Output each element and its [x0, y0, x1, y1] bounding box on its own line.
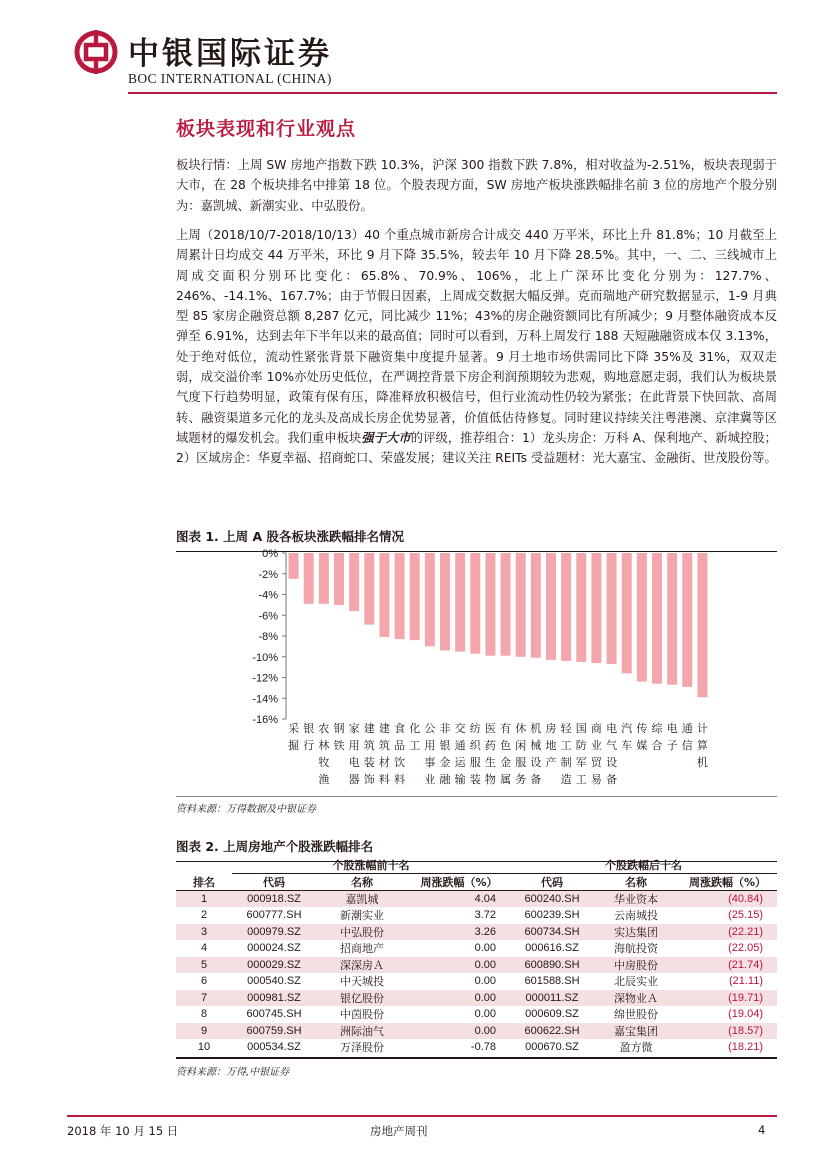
table-row: 5 000029.SZ 深深房Ａ 0.00 600890.SH 中房股份 (21.74) [176, 957, 777, 974]
paragraph-text: 上周（2018/10/7-2018/10/13）40 个重点城市新房合计成交 440 万平米，环比上升 81.8%；10 月截至上周累计日均成交 44 万平米，环比 9 月下降 35.5%，较去年 10 月下降 28.5%。其中，一、二、三线城市上周成交面积分别环比变化：65.8%、70.9%、106%，北上广深环比变化分别为：127.7%、246%、-14.1%、167.7%；由于节假日因素，上周成交数据大幅反弹。克而瑞地产研究数据显示，1-9 月典型 85 家房企融资总额 8,287 亿元，同比减少 11%；43%的房企融资额同比有所减少；9 月整体融资成本反弹至 6.91%，达到去年下半年以来的最高值；同时可以看到，万科上周发行 188 天短融融资成本仅 3.13%，处于绝对低位，流动性紧张背景下融资集中度提升显著。9 月土地市场供需同比下降 35%及 31%，双双走弱，成交溢价率 10%亦处历史低位，在严调控背景下房企利润预期较为悲观，购地意愿走弱，我们认为板块景气度下行趋势明显，政策有保有压，降准释放积极信号，但行业流动性仍较为紧张；在此背景下快回款、高周转、融资渠道多元化的龙头及高成长房企优势显著，价值低估待修复。同时建议持续关注粤港澳、京津冀等区域题材的爆发机会。我们重申板块 [176, 228, 777, 445]
col-header-change: 周涨跌幅（%） [678, 874, 777, 891]
footer-publication: 房地产周刊 [370, 1124, 428, 1138]
bar [410, 553, 420, 640]
y-tick-label: -4% [258, 589, 278, 602]
bar [485, 553, 495, 656]
rating-emphasis: 强于大市 [361, 430, 411, 445]
bar [607, 553, 617, 664]
table-row: 2 600777.SH 新潮实业 3.72 600239.SH 云南城投 (25.15) [200, 909, 763, 923]
table-row: 9 600759.SH 洲际油气 0.00 600622.SH 嘉宝集团 (18.57) [176, 1023, 777, 1040]
x-tick-label: 机械设备 [530, 722, 542, 786]
bar [637, 553, 647, 682]
bar [455, 553, 465, 652]
y-tick-label: 0% [262, 548, 278, 560]
bar [334, 553, 344, 605]
table-row: 1 000918.SZ 嘉凯城 4.04 600240.SH 华业资本 (40.84) [176, 891, 777, 908]
table-row: 10 000534.SZ 万泽股份 -0.78 000670.SZ 盈方微 (18.21) [197, 1041, 763, 1055]
figure1-source: 资料来源：万得数据及中银证券 [176, 804, 316, 815]
x-tick-label: 建筑装饰 [363, 722, 375, 786]
x-tick-label: 非银金融 [439, 722, 451, 786]
x-tick-label: 综合 [651, 722, 663, 752]
group-header-top10: 个股涨幅前十名 [232, 857, 510, 874]
x-tick-label: 通信 [681, 722, 693, 752]
bar [379, 553, 389, 637]
boc-logo-icon [74, 30, 118, 74]
col-header-rank: 排名 [176, 874, 232, 891]
x-tick-label: 电气设备 [606, 722, 618, 786]
paragraph-sector-performance: 板块行情：上周 SW 房地产指数下跌 10.3%，沪深 300 指数下跌 7.8%，相对收益为-2.51%，板块表现弱于大市，在 28 个板块排名中排第 18 位。个股表现方面，SW 房地产板块涨跌幅排名前 3 位的房地产个股分别为：嘉凯城、新潮实业、中弘股份。 [176, 158, 777, 213]
y-tick-label: -8% [258, 631, 278, 643]
table-row: 6 000540.SZ 中天城投 0.00 601588.SH 北辰实业 (21.11) [200, 975, 763, 989]
footer-divider [67, 1115, 777, 1117]
col-header-code: 代码 [232, 874, 316, 891]
x-tick-label: 银行 [303, 722, 315, 752]
table-row: 4 000024.SZ 招商地产 0.00 000616.SZ 海航投资 (22.05) [200, 942, 763, 956]
figure1-title: 图表 1. 上周 A 股各板块涨跌幅排名情况 [176, 527, 777, 552]
paragraph-text: 的评级，推荐组合：1）龙头房企：万科 A、保利地产、新城控股；2）区域房企：华夏幸福、招商蛇口、荣盛发展；建议关注 REITs 受益题材：光大嘉宝、金融街、世茂股份等。 [176, 430, 777, 466]
stock-ranking-table [176, 857, 777, 1056]
figure2-source: 资料来源：万得,中银证券 [176, 1067, 290, 1078]
x-tick-label: 食品饮料 [394, 722, 406, 786]
y-tick-label: -16% [252, 714, 278, 726]
bar [561, 553, 571, 661]
bar [531, 553, 541, 658]
x-tick-label: 采掘 [288, 722, 300, 752]
x-tick-label: 交通运输 [454, 722, 466, 786]
bar [319, 553, 329, 604]
bar [591, 553, 601, 663]
table-bottom-rule [176, 1057, 777, 1059]
group-header-bottom10: 个股跌幅后十名 [510, 857, 777, 874]
bar [470, 553, 480, 654]
bar [440, 553, 450, 651]
x-tick-label: 房地产 [545, 722, 557, 769]
bar [667, 553, 677, 685]
header-divider [128, 92, 777, 94]
table-row: 3 000979.SZ 中弘股份 3.26 600734.SH 实达集团 (22.21) [176, 924, 777, 941]
brand-name-en: BOC INTERNATIONAL (CHINA) [128, 71, 332, 86]
col-header-code: 代码 [510, 874, 594, 891]
bar [576, 553, 586, 662]
x-tick-label: 化工 [409, 722, 421, 752]
bar [546, 553, 556, 660]
bar [697, 553, 707, 697]
bar [516, 553, 526, 657]
bar [622, 553, 632, 673]
footer-page-number: 4 [758, 1123, 766, 1137]
y-tick-label: -6% [258, 610, 278, 623]
x-tick-label: 轻工制造 [560, 722, 572, 786]
bar [364, 553, 374, 625]
bar [395, 553, 405, 639]
x-tick-label: 建筑材料 [378, 722, 390, 786]
section-title: 板块表现和行业观点 [176, 118, 357, 140]
figure1-source-divider [176, 796, 777, 797]
y-tick-label: -12% [252, 672, 278, 685]
paragraph-industry-view [176, 225, 777, 469]
table-body [176, 891, 777, 1056]
y-tick-label: -10% [252, 651, 278, 664]
bar [289, 553, 299, 579]
bar [682, 553, 692, 687]
x-tick-label: 电子 [666, 722, 678, 752]
brand-name-cn: 中银国际证券 [128, 36, 332, 72]
bar [501, 553, 511, 656]
x-tick-label: 农林牧渔 [318, 722, 330, 786]
bar [304, 553, 314, 604]
y-tick-label: -2% [258, 568, 278, 581]
x-tick-label: 国防军工 [575, 722, 587, 786]
x-tick-label: 汽车 [621, 722, 633, 752]
col-header-change: 周涨跌幅（%） [408, 874, 510, 891]
table-row: 8 600745.SH 中茵股份 0.00 000609.SZ 绵世股份 (19.04) [200, 1008, 763, 1022]
x-tick-label: 医药生物 [484, 722, 496, 786]
bar [425, 553, 435, 646]
figure2-title: 图表 2. 上周房地产个股涨跌幅排名 [176, 837, 777, 862]
col-header-name: 名称 [316, 874, 408, 891]
x-tick-label: 钢铁 [333, 722, 345, 752]
bar [349, 553, 359, 611]
x-tick-label: 家用电器 [348, 722, 360, 786]
x-tick-label: 纺织服装 [469, 722, 481, 786]
x-tick-label: 有色金属 [500, 722, 512, 786]
x-tick-label: 商业贸易 [590, 722, 602, 786]
x-tick-label: 公用事业 [424, 722, 436, 786]
y-tick-label: -14% [252, 693, 278, 706]
x-tick-label: 传媒 [636, 722, 648, 752]
bar [652, 553, 662, 684]
footer-date: 2018 年 10 月 15 日 [67, 1124, 179, 1138]
x-tick-label: 休闲服务 [515, 722, 527, 786]
col-header-name: 名称 [594, 874, 678, 891]
x-tick-label: 计算机 [696, 722, 708, 769]
sector-performance-chart [176, 544, 777, 796]
table-row: 7 000981.SZ 银亿股份 0.00 000011.SZ 深物业Ａ (19.71) [176, 990, 777, 1007]
